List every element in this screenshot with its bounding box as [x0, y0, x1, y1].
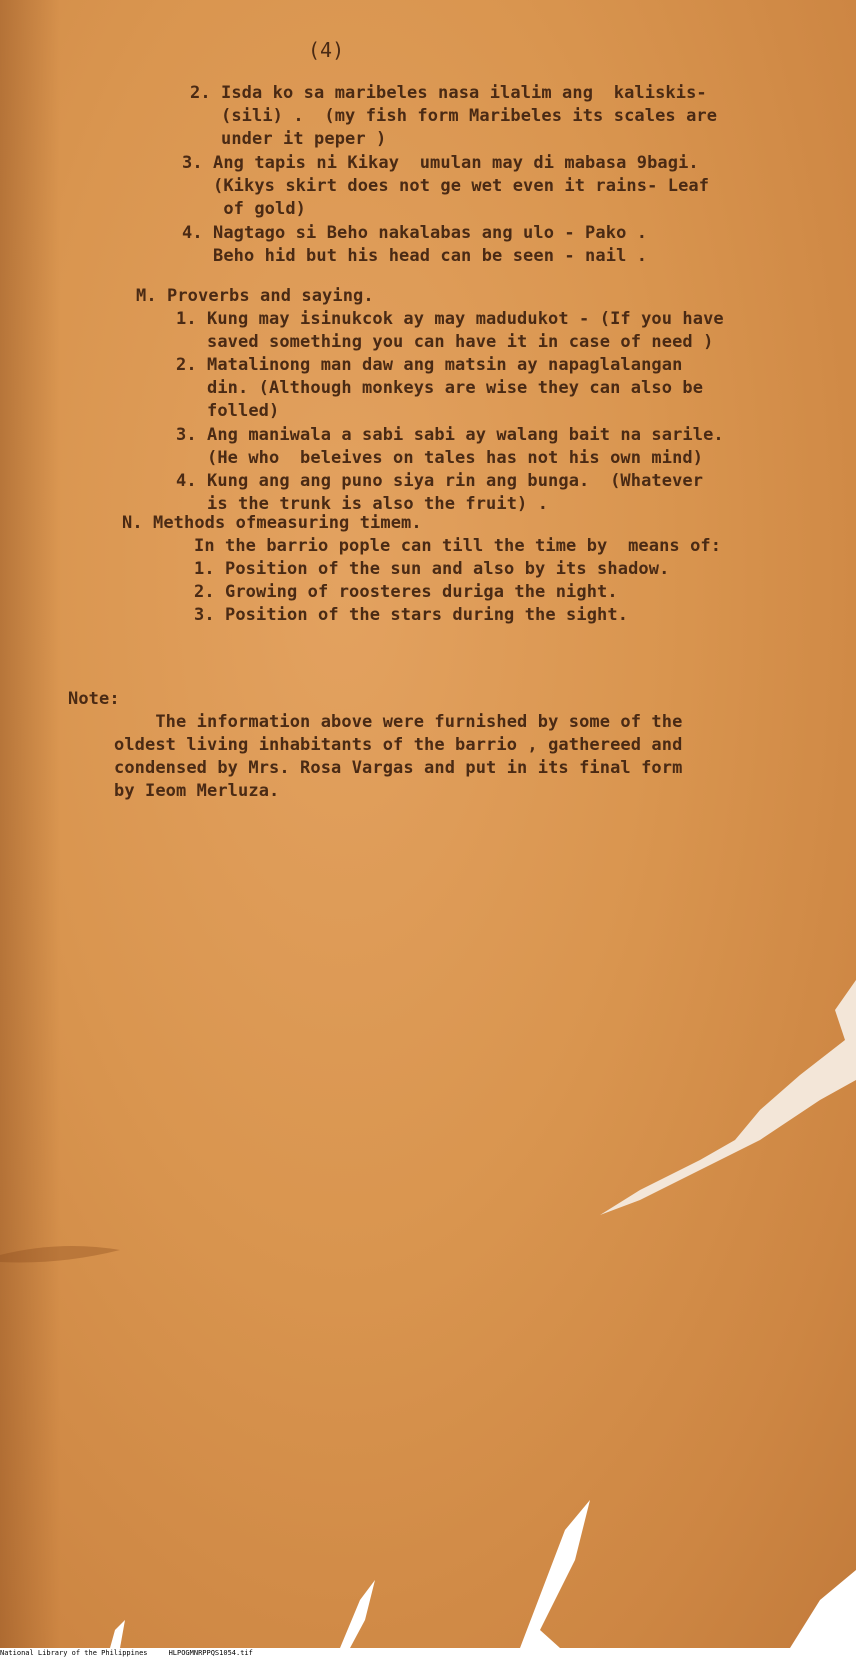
time-method-list — [194, 558, 669, 627]
proverb-1: 1. Kung may isinukcok ay may madudukot - (If you have saved something you can have it in case of need ) — [176, 309, 724, 352]
proverb-3: 3. Ang maniwala a sabi sabi ay walang bait na sarile. (He who beleives on tales has not his own mind) — [176, 425, 724, 468]
time-method-3: 3. Position of the stars during the sight. — [194, 605, 629, 625]
note-body: The information above were furnished by some of the oldest living inhabitants of the barrio , gathereed and condensed by Mrs. Rosa Vargas and put in its final form by Ieom Merluza. — [114, 712, 683, 801]
section-n-intro: In the barrio pople can till the time by means of: — [194, 536, 722, 556]
page-number: (4) — [308, 38, 345, 62]
section-m-heading: M. Proverbs and saying. — [136, 286, 374, 306]
section-n-heading: N. Methods ofmeasuring timem. — [122, 513, 422, 533]
time-method-1: 1. Position of the sun and also by its shadow. — [194, 559, 670, 579]
archive-footer: National Library of the Philippines HLPOGMNRPPQS1054.tif — [0, 1648, 856, 1658]
proverb-4: 4. Kung ang ang puno siya rin ang bunga. (Whatever is the trunk is also the fruit) . — [176, 471, 704, 514]
time-method-2: 2. Growing of roosteres duriga the night. — [194, 582, 618, 602]
riddle-4: 4. Nagtago si Beho nakalabas ang ulo - Pako . Beho hid but his head can be seen - nail . — [182, 223, 648, 266]
riddle-2: 2. Isda ko sa maribeles nasa ilalim ang kaliskis- (sili) . (my fish form Maribeles its scales are under it peper ) — [190, 83, 718, 149]
proverb-2: 2. Matalinong man daw ang matsin ay napaglalangan din. (Although monkeys are wise they can also be folled) — [176, 355, 704, 421]
note-label: Note: — [68, 689, 120, 709]
riddle-3: 3. Ang tapis ni Kikay umulan may di mabasa 9bagi. (Kikys skirt does not ge wet even it rains- Leaf of gold) — [182, 153, 710, 219]
